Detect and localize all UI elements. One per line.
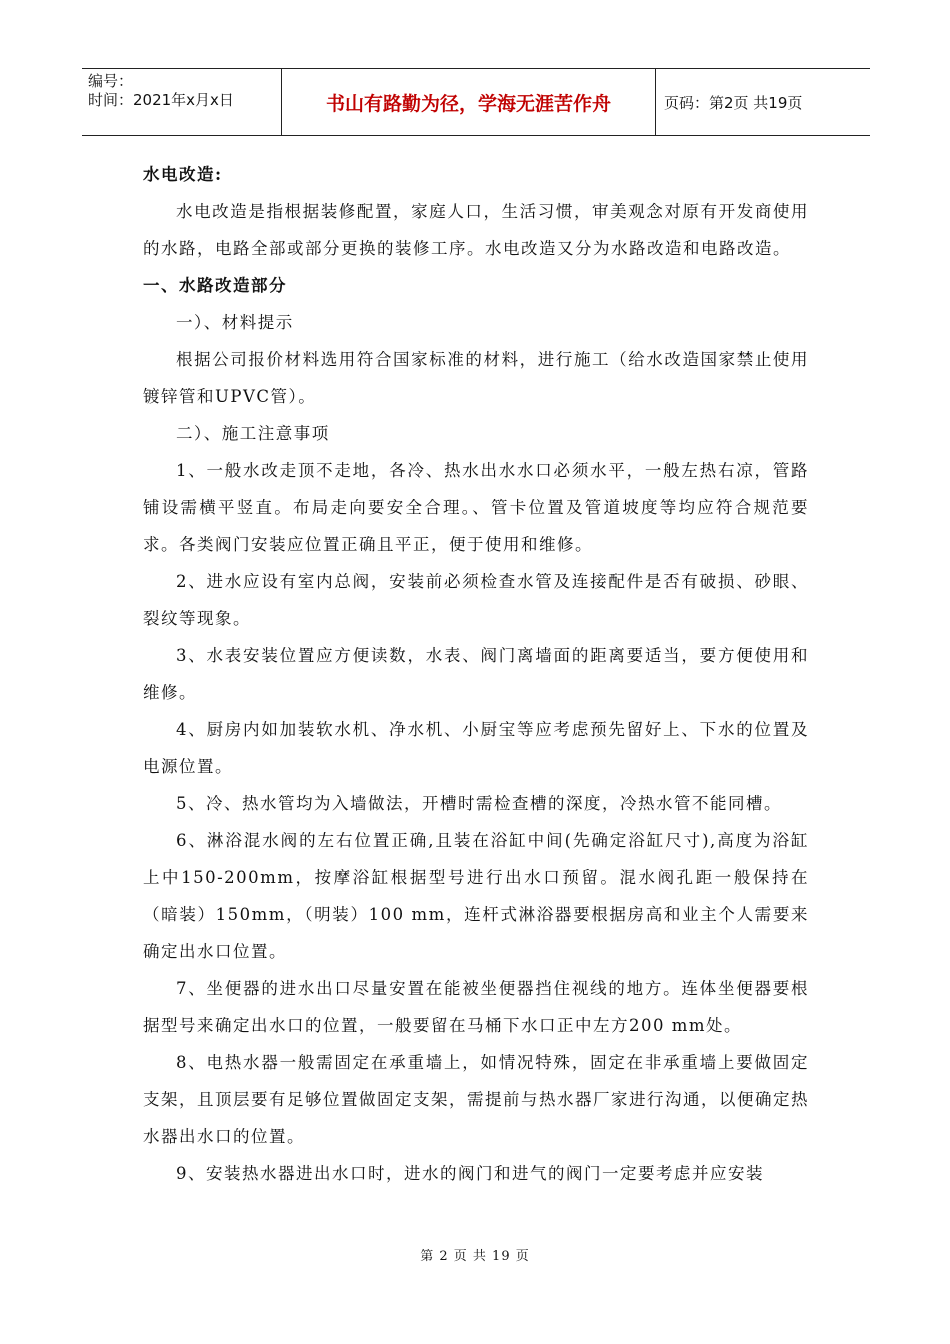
list-item: 8、电热水器一般需固定在承重墙上，如情况特殊，固定在非承重墙上要做固定支架，且顶层要有足够位置做固定支架，需提前与热水器厂家进行沟通，以便确定热水器出水口的位置。	[143, 1053, 809, 1146]
header-page-info: 页码：第2页 共19页	[664, 93, 803, 112]
header-motto: 书山有路勤为径，学海无涯苦作舟	[282, 69, 656, 135]
document-number-label: 编号：	[88, 72, 134, 90]
page-header	[82, 68, 870, 136]
list-item: 3、水表安装位置应方便读数，水表、阀门离墙面的距离要适当，要方便使用和维修。	[143, 646, 809, 702]
list-item: 5、冷、热水管均为入墙做法，开槽时需检查槽的深度，冷热水管不能同槽。	[176, 794, 782, 813]
list-item: 2、进水应设有室内总阀，安装前必须检查水管及连接配件是否有破损、砂眼、裂纹等现象。	[143, 572, 809, 628]
section-title: 水电改造:	[143, 165, 223, 184]
list-item: 7、坐便器的进水出口尽量安置在能被坐便器挡住视线的地方。连体坐便器要根据型号来确定出水口的位置，一般要留在马桶下水口正中左方200 mm处。	[143, 979, 809, 1035]
list-item: 9、安装热水器进出水口时，进水的阀门和进气的阀门一定要考虑并应安装	[176, 1164, 764, 1183]
page-footer: 第 2 页 共 19 页	[420, 1249, 530, 1264]
list-item: 4、厨房内如加装软水机、净水机、小厨宝等应考虑预先留好上、下水的位置及电源位置。	[143, 720, 809, 776]
document-date: 时间：2021年x月x日	[88, 91, 234, 109]
list-item: 6、淋浴混水阀的左右位置正确,且装在浴缸中间(先确定浴缸尺寸),高度为浴缸上中150-200mm，按摩浴缸根据型号进行出水口预留。混水阀孔距一般保持在（暗装）150mm，（明装）100 mm，连杆式淋浴器要根据房高和业主个人需要来确定出水口位置。	[143, 831, 809, 961]
list-item: 1、一般水改走顶不走地，各冷、热水出水水口必须水平，一般左热右凉，管路铺设需横平竖直。布局走向要安全合理。、管卡位置及管道坡度等均应符合规范要求。各类阀门安装应位置正确且平正，便于使用和维修。	[143, 461, 809, 554]
subsection-heading: 二）、施工注意事项	[176, 424, 330, 443]
header-info-cell	[82, 69, 282, 135]
intro-paragraph: 水电改造是指根据装修配置，家庭人口，生活习惯，审美观念对原有开发商使用的水路，电路全部或部分更换的装修工序。水电改造又分为水路改造和电路改造。	[143, 202, 809, 258]
subsection-heading: 一）、材料提示	[176, 313, 294, 332]
section-heading: 一、水路改造部分	[143, 276, 287, 295]
document-body	[143, 156, 809, 1192]
paragraph: 根据公司报价材料选用符合国家标准的材料，进行施工（给水改造国家禁止使用镀锌管和UPVC管）。	[143, 350, 809, 406]
